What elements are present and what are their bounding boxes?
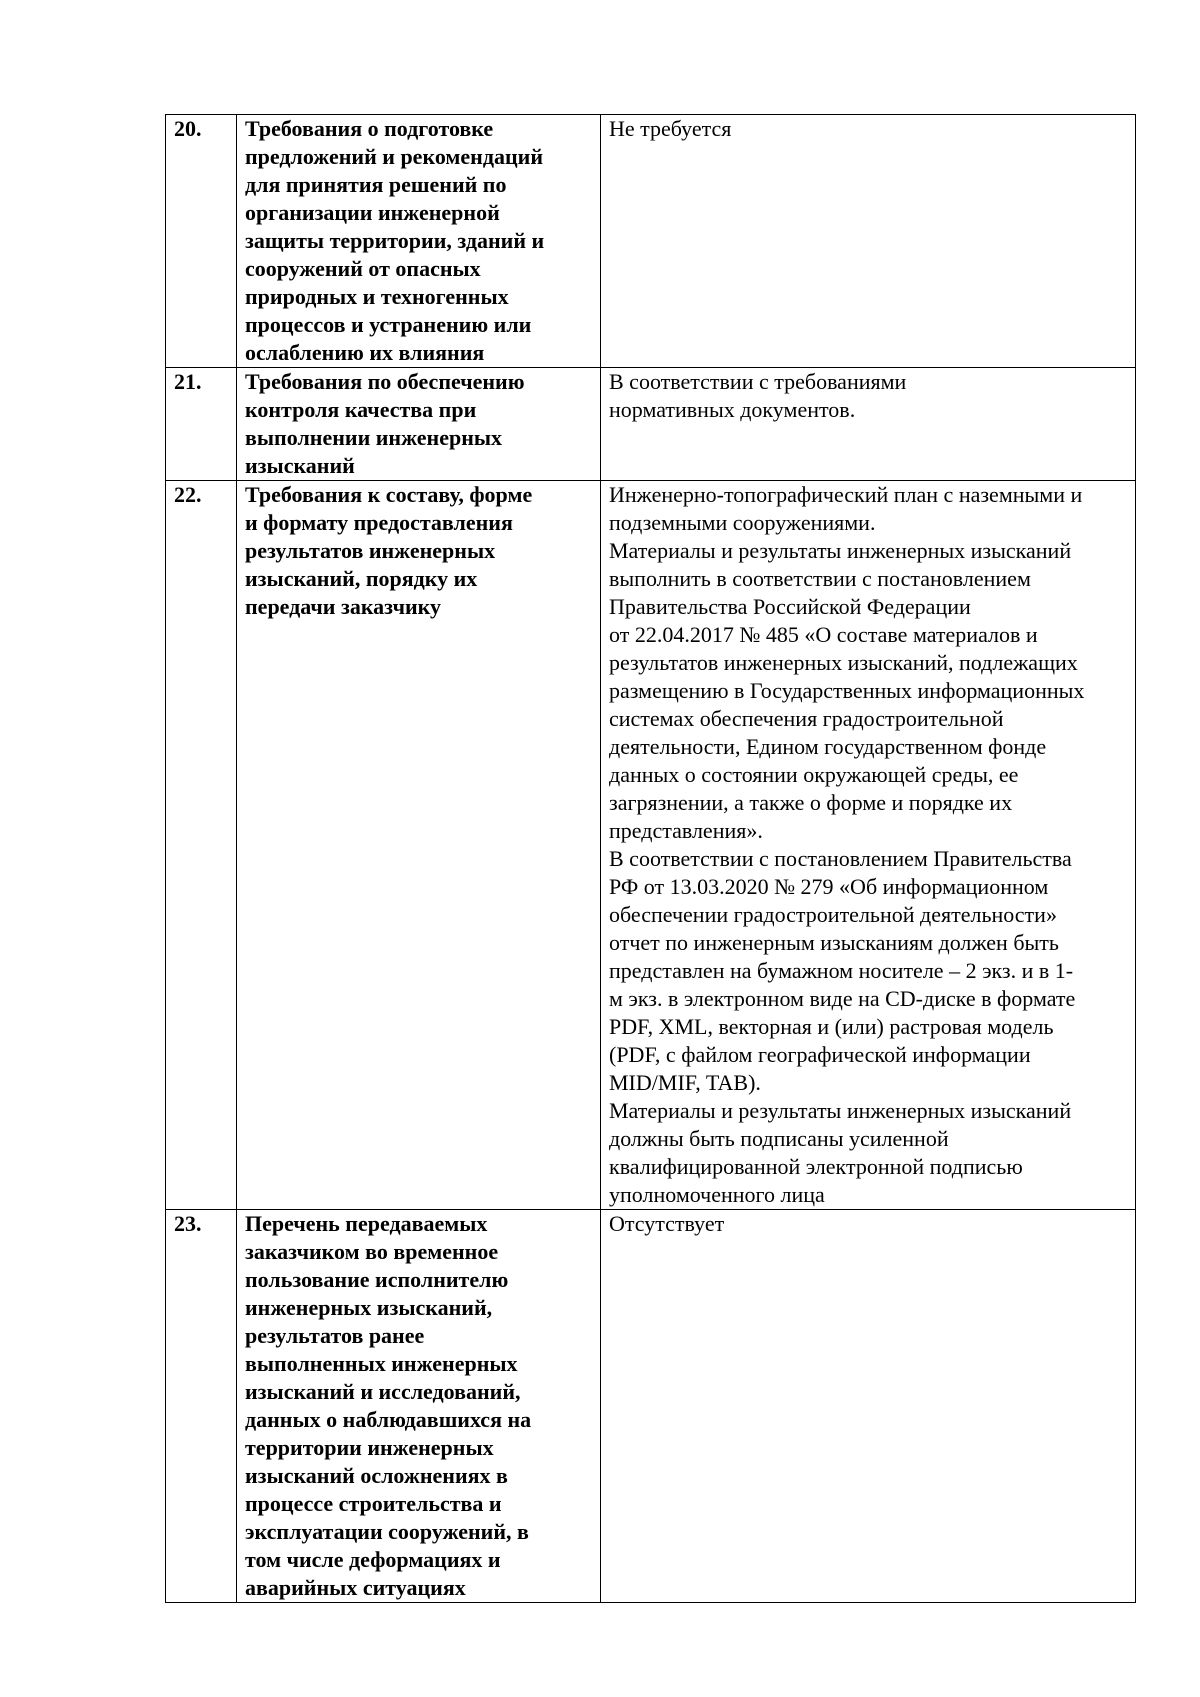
requirement-name-line: данных о наблюдавшихся на xyxy=(245,1407,532,1432)
row-number: 20. xyxy=(166,115,237,368)
requirement-value-line: м экз. в электронном виде на CD-диске в формате xyxy=(609,986,1076,1011)
requirement-name-line: передачи заказчику xyxy=(245,594,442,619)
requirement-name-line: Перечень передаваемых xyxy=(245,1211,488,1236)
table-row xyxy=(166,368,1136,481)
row-number: 22. xyxy=(166,481,237,1210)
requirement-name-line: и формату предоставления xyxy=(245,510,513,535)
requirement-value xyxy=(601,481,1136,1210)
requirement-name-line: результатов инженерных xyxy=(245,538,496,563)
requirement-name-line: для принятия решений по xyxy=(245,172,507,197)
requirement-value xyxy=(601,1210,1136,1603)
requirement-value-line: Материалы и результаты инженерных изысканий xyxy=(609,1098,1072,1123)
requirement-name-line: процессов и устранению или xyxy=(245,312,532,337)
requirement-name-line: инженерных изысканий, xyxy=(245,1295,493,1320)
row-number: 23. xyxy=(166,1210,237,1603)
requirement-value-line: Отсутствует xyxy=(609,1211,725,1236)
requirements-table xyxy=(165,114,1136,1603)
requirement-name-line: том числе деформациях и xyxy=(245,1547,501,1572)
requirement-value-line: загрязнении, а также о форме и порядке их xyxy=(609,790,1013,815)
requirement-value-line: Правительства Российской Федерации xyxy=(609,594,971,619)
requirement-name-line: эксплуатации сооружений, в xyxy=(245,1519,529,1544)
requirement-name xyxy=(237,481,601,1210)
requirement-value-line: нормативных документов. xyxy=(609,397,856,422)
requirement-value-line: MID/MIF, TAB). xyxy=(609,1070,761,1095)
requirement-name-line: процессе строительства и xyxy=(245,1491,502,1516)
requirement-value-line: Не требуется xyxy=(609,116,732,141)
requirement-value-line: результатов инженерных изысканий, подлежащих xyxy=(609,650,1078,675)
requirement-name-line: выполнении инженерных xyxy=(245,425,503,450)
requirement-value xyxy=(601,368,1136,481)
requirement-name-line: организации инженерной xyxy=(245,200,500,225)
requirement-value-line: В соответствии с постановлением Правительства xyxy=(609,846,1072,871)
requirement-name-line: изысканий xyxy=(245,453,355,478)
row-number: 21. xyxy=(166,368,237,481)
requirement-name-line: Требования по обеспечению xyxy=(245,369,525,394)
requirement-value-line: размещению в Государственных информационных xyxy=(609,678,1085,703)
requirement-value-line: отчет по инженерным изысканиям должен быть xyxy=(609,930,1059,955)
table-row xyxy=(166,481,1136,1210)
requirement-value-line: деятельности, Едином государственном фонде xyxy=(609,734,1047,759)
requirement-value-line: PDF, XML, векторная и (или) растровая модель xyxy=(609,1014,1054,1039)
requirement-name xyxy=(237,368,601,481)
requirement-value-line: Материалы и результаты инженерных изысканий xyxy=(609,538,1072,563)
requirement-value-line: системах обеспечения градостроительной xyxy=(609,706,1004,731)
requirement-value-line: В соответствии с требованиями xyxy=(609,369,907,394)
requirement-value-line: (PDF, с файлом географической информации xyxy=(609,1042,1031,1067)
requirement-name-line: защиты территории, зданий и xyxy=(245,228,545,253)
requirement-name-line: природных и техногенных xyxy=(245,284,509,309)
requirement-value-line: квалифицированной электронной подписью xyxy=(609,1154,1023,1179)
requirement-value-line: от 22.04.2017 № 485 «О составе материалов и xyxy=(609,622,1038,647)
requirement-name-line: Требования о подготовке xyxy=(245,116,494,141)
table-row xyxy=(166,1210,1136,1603)
requirement-value-line: представления». xyxy=(609,818,763,843)
requirement-value-line: представлен на бумажном носителе – 2 экз. и в 1- xyxy=(609,958,1074,983)
requirement-value-line: подземными сооружениями. xyxy=(609,510,876,535)
requirement-name-line: аварийных ситуациях xyxy=(245,1575,466,1600)
requirement-value-line: выполнить в соответствии с постановлением xyxy=(609,566,1031,591)
requirement-name-line: пользование исполнителю xyxy=(245,1267,509,1292)
requirement-value-line: данных о состоянии окружающей среды, ее xyxy=(609,762,1019,787)
requirement-name-line: заказчиком во временное xyxy=(245,1239,499,1264)
requirement-value-line: РФ от 13.03.2020 № 279 «Об информационном xyxy=(609,874,1049,899)
requirement-value-line: обеспечении градостроительной деятельности» xyxy=(609,902,1057,927)
requirement-name-line: изысканий осложнениях в xyxy=(245,1463,508,1488)
requirement-value-line: Инженерно-топографический план с наземными и xyxy=(609,482,1083,507)
requirement-name-line: сооружений от опасных xyxy=(245,256,481,281)
requirement-name-line: предложений и рекомендаций xyxy=(245,144,543,169)
requirement-name-line: изысканий и исследований, xyxy=(245,1379,521,1404)
requirement-name xyxy=(237,115,601,368)
requirement-name-line: ослаблению их влияния xyxy=(245,340,485,365)
requirement-name-line: контроля качества при xyxy=(245,397,477,422)
requirement-value-line: должны быть подписаны усиленной xyxy=(609,1126,949,1151)
requirement-name-line: территории инженерных xyxy=(245,1435,494,1460)
requirements-table-body xyxy=(166,115,1136,1603)
requirement-name xyxy=(237,1210,601,1603)
requirement-value xyxy=(601,115,1136,368)
table-row xyxy=(166,115,1136,368)
requirement-name-line: Требования к составу, форме xyxy=(245,482,533,507)
requirement-name-line: результатов ранее xyxy=(245,1323,425,1348)
requirement-name-line: выполненных инженерных xyxy=(245,1351,518,1376)
requirement-name-line: изысканий, порядку их xyxy=(245,566,478,591)
requirement-value-line: уполномоченного лица xyxy=(609,1182,825,1207)
